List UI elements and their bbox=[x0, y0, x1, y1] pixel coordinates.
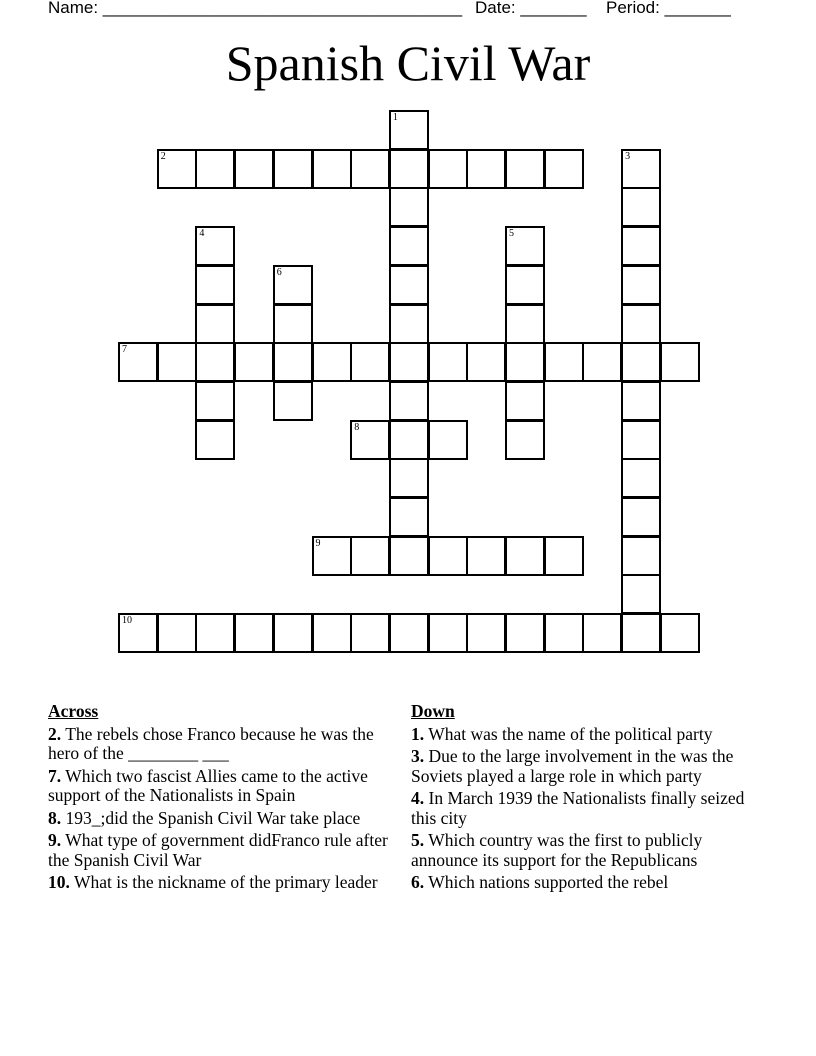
crossword-cell[interactable] bbox=[350, 536, 390, 576]
clue-across-8: 8. 193_;did the Spanish Civil War take place bbox=[48, 807, 361, 828]
clue-across-7: 7. Which two fascist Allies came to the active support of the Nationalists in Spain bbox=[48, 765, 368, 805]
across-heading: Across bbox=[48, 701, 99, 721]
crossword-cell[interactable] bbox=[428, 536, 468, 576]
down-clues bbox=[411, 702, 771, 896]
crossword-cell[interactable] bbox=[350, 420, 390, 460]
crossword-cell[interactable] bbox=[505, 536, 545, 576]
crossword-cell[interactable] bbox=[466, 149, 506, 189]
clue-number: 6 bbox=[276, 266, 282, 278]
crossword-cell[interactable] bbox=[389, 149, 429, 189]
across-clues bbox=[48, 702, 393, 896]
crossword-cell[interactable] bbox=[118, 342, 158, 382]
crossword-cell[interactable] bbox=[428, 342, 468, 382]
crossword-cell[interactable] bbox=[582, 613, 622, 653]
crossword-cell[interactable] bbox=[621, 265, 661, 305]
crossword-cell[interactable] bbox=[660, 342, 700, 382]
crossword-cell[interactable] bbox=[312, 613, 352, 653]
clue-number: 7 bbox=[122, 344, 127, 356]
crossword-cell[interactable] bbox=[118, 613, 158, 653]
crossword-cell[interactable] bbox=[312, 536, 352, 576]
crossword-cell[interactable] bbox=[195, 149, 235, 189]
clue-across-2: 2. The rebels chose Franco because he was the hero of the ________ ___ bbox=[48, 723, 374, 763]
crossword-cell[interactable] bbox=[312, 149, 352, 189]
clue-number: 2 bbox=[160, 150, 166, 162]
crossword-cell[interactable] bbox=[312, 342, 352, 382]
clue-number: 10 bbox=[122, 615, 132, 627]
crossword-cell[interactable] bbox=[389, 420, 429, 460]
clue-down-1: 1. What was the name of the political party bbox=[411, 723, 713, 744]
down-heading: Down bbox=[411, 701, 455, 721]
crossword-cell[interactable] bbox=[621, 226, 661, 266]
name-field[interactable]: Name: ______________________________________ bbox=[48, 0, 463, 17]
crossword-cell[interactable] bbox=[389, 110, 429, 150]
crossword-cell[interactable] bbox=[157, 149, 197, 189]
crossword-cell[interactable] bbox=[660, 613, 700, 653]
crossword-cell[interactable] bbox=[195, 342, 235, 382]
crossword-cell[interactable] bbox=[621, 574, 661, 614]
crossword-cell[interactable] bbox=[428, 149, 468, 189]
crossword-cell[interactable] bbox=[350, 149, 390, 189]
crossword-cell[interactable] bbox=[544, 149, 584, 189]
crossword-cell[interactable] bbox=[234, 613, 274, 653]
crossword-cell[interactable] bbox=[234, 342, 274, 382]
crossword-cell[interactable] bbox=[621, 304, 661, 344]
crossword-cell[interactable] bbox=[350, 613, 390, 653]
crossword-cell[interactable] bbox=[621, 420, 661, 460]
crossword-cell[interactable] bbox=[389, 342, 429, 382]
crossword-cell[interactable] bbox=[621, 149, 661, 189]
crossword-cell[interactable] bbox=[505, 613, 545, 653]
crossword-cell[interactable] bbox=[621, 342, 661, 382]
crossword-cell[interactable] bbox=[428, 613, 468, 653]
crossword-cell[interactable] bbox=[389, 265, 429, 305]
crossword-cell[interactable] bbox=[195, 420, 235, 460]
page-title: Spanish Civil War bbox=[225, 35, 591, 91]
crossword-cell[interactable] bbox=[621, 458, 661, 498]
crossword-cell[interactable] bbox=[234, 149, 274, 189]
crossword-cell[interactable] bbox=[621, 497, 661, 537]
clue-down-4: 4. In March 1939 the Nationalists finally seized this city bbox=[411, 788, 745, 828]
crossword-cell[interactable] bbox=[157, 613, 197, 653]
crossword-cell[interactable] bbox=[466, 342, 506, 382]
crossword-cell[interactable] bbox=[466, 536, 506, 576]
crossword-cell[interactable] bbox=[621, 187, 661, 227]
crossword-cell[interactable] bbox=[195, 304, 235, 344]
clue-number: 3 bbox=[625, 150, 631, 162]
crossword-cell[interactable] bbox=[273, 381, 313, 421]
crossword-cell[interactable] bbox=[273, 342, 313, 382]
clue-across-9: 9. What type of government didFranco rule after the Spanish Civil War bbox=[48, 830, 388, 870]
crossword-cell[interactable] bbox=[195, 265, 235, 305]
clue-number: 1 bbox=[392, 112, 398, 123]
crossword-cell[interactable] bbox=[389, 226, 429, 266]
clue-down-6: 6. Which nations supported the rebel bbox=[411, 872, 669, 892]
crossword-cell[interactable] bbox=[195, 613, 235, 653]
crossword-cell[interactable] bbox=[157, 342, 197, 382]
crossword-cell[interactable] bbox=[544, 536, 584, 576]
crossword-cell[interactable] bbox=[389, 381, 429, 421]
crossword-cell[interactable] bbox=[273, 304, 313, 344]
clue-number: 5 bbox=[509, 228, 514, 240]
crossword-cell[interactable] bbox=[621, 381, 661, 421]
crossword-cell[interactable] bbox=[621, 536, 661, 576]
crossword-cell[interactable] bbox=[389, 304, 429, 344]
crossword-cell[interactable] bbox=[505, 226, 545, 266]
clue-across-10: 10. What is the nickname of the primary leader bbox=[48, 872, 378, 892]
clue-down-3: 3. Due to the large involvement in the was the Soviets played a large role in which party bbox=[411, 746, 734, 786]
crossword-cell[interactable] bbox=[195, 381, 235, 421]
crossword-cell[interactable] bbox=[389, 187, 429, 227]
crossword-cell[interactable] bbox=[389, 497, 429, 537]
crossword-cell[interactable] bbox=[389, 458, 429, 498]
crossword-cell[interactable] bbox=[505, 304, 545, 344]
clue-number: 8 bbox=[354, 421, 360, 433]
crossword-cell[interactable] bbox=[273, 265, 313, 305]
period-field[interactable]: Period: _______ bbox=[606, 0, 731, 17]
crossword-cell[interactable] bbox=[505, 381, 545, 421]
crossword-cell[interactable] bbox=[428, 420, 468, 460]
crossword-cell[interactable] bbox=[544, 342, 584, 382]
crossword-cell[interactable] bbox=[273, 613, 313, 653]
crossword-cell[interactable] bbox=[505, 149, 545, 189]
clue-number: 9 bbox=[315, 537, 321, 549]
clue-number: 4 bbox=[199, 228, 205, 240]
date-field[interactable]: Date: _______ bbox=[475, 0, 587, 17]
crossword-cell[interactable] bbox=[389, 536, 429, 576]
crossword-cell[interactable] bbox=[621, 613, 661, 653]
crossword-cell[interactable] bbox=[505, 342, 545, 382]
crossword-cell[interactable] bbox=[544, 613, 584, 653]
crossword-cell[interactable] bbox=[273, 149, 313, 189]
crossword-cell[interactable] bbox=[505, 420, 545, 460]
crossword-cell[interactable] bbox=[389, 613, 429, 653]
crossword-cell[interactable] bbox=[582, 342, 622, 382]
clue-down-5: 5. Which country was the first to publicly announce its support for the Republicans bbox=[411, 830, 703, 870]
crossword-cell[interactable] bbox=[350, 342, 390, 382]
crossword-cell[interactable] bbox=[466, 613, 506, 653]
crossword-cell[interactable] bbox=[195, 226, 235, 266]
crossword-cell[interactable] bbox=[505, 265, 545, 305]
